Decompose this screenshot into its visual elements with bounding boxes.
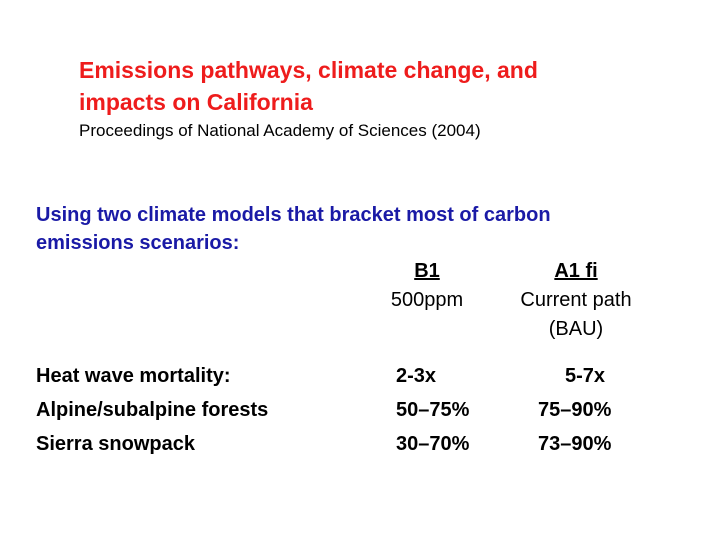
scenario-desc-a1fi-line-1: Current path [520,289,632,311]
impact-label: Alpine/subalpine forests [36,399,269,421]
impact-value-a1fi: 75–90% [538,399,612,421]
scenario-name-b1: B1 [414,260,440,282]
intro-line-2: emissions scenarios: [36,232,240,254]
impact-value-b1: 2-3x [396,365,437,387]
source-citation: Proceedings of National Academy of Sciences (2004) [79,121,481,140]
slide-title-line-1: Emissions pathways, climate change, and [79,57,538,83]
impact-value-b1: 30–70% [396,433,470,455]
impact-label: Sierra snowpack [36,433,195,455]
impact-value-b1: 50–75% [396,399,470,421]
impact-value-a1fi: 73–90% [538,433,612,455]
scenario-desc-a1fi-line-2: (BAU) [548,318,604,340]
column-header-b1 [372,257,482,315]
intro-text [36,201,551,257]
scenario-name-a1fi: A1 fi [554,260,598,282]
scenario-desc-b1: 500ppm [390,289,464,311]
column-header-a1fi [503,257,649,344]
slide-title-line-2: impacts on California [79,89,313,115]
impact-label: Heat wave mortality: [36,365,231,387]
intro-line-1: Using two climate models that bracket most of carbon [36,204,551,226]
impact-value-a1fi: 5-7x [564,365,606,387]
slide-title [79,54,538,118]
